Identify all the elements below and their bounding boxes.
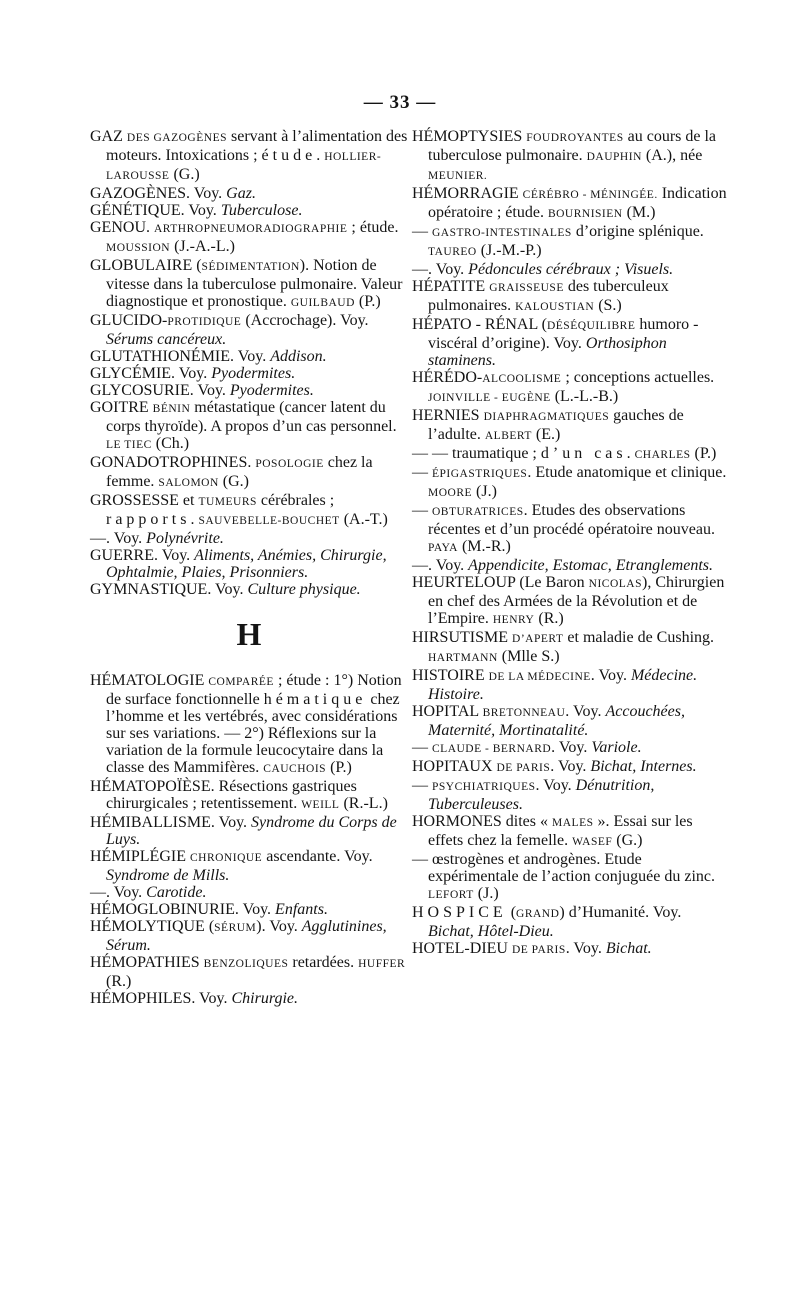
entry-segment: Tuberculose. [220,202,303,219]
entry-segment: WASEF [572,836,613,848]
entry-segment: GRAISSEUSE [489,282,564,294]
index-entry [412,574,730,629]
entry-segment: DE LA MÉDECINE [488,671,591,683]
entry-segment: (Mlle S.) [497,648,560,665]
index-entry [90,901,408,918]
entry-segment: CLAUDE - BERNARD [432,743,552,755]
index-entry [90,348,408,365]
entry-segment: HARTMANN [428,652,498,664]
index-entry [412,445,730,464]
entry-segment: (G.) [612,832,643,849]
entry-segment: Polynévrite. [146,530,224,547]
index-entry [412,557,730,574]
entry-segment: PAYA [428,542,458,554]
entry-segment: Variole. [591,739,642,756]
entry-segment: (S.) [594,297,622,314]
entry-segment: ; étude : 1°) Notion de surface fonctionnelle [106,672,402,708]
entry-segment: GONADOTROPHINES. [90,454,256,471]
entry-segment: Bichat. [605,940,652,957]
entry-segment: BÉNIN [152,403,191,415]
entry-segment: D’APERT [512,633,564,645]
entry-segment: CAUCHOIS [263,763,327,775]
entry-segment: Bichat, Hôtel-Dieu. [428,923,554,940]
entry-segment: . Voy. [550,758,591,775]
entry-segment: BOURNISIEN [547,208,623,220]
index-entry [90,848,408,884]
index-entry [90,128,408,185]
index-entry [90,492,408,530]
index-entry [412,940,730,959]
entry-segment: (P.) [354,293,381,310]
entry-segment: — [412,777,432,794]
entry-segment: humoro - viscéral d’origine). Voy. [428,316,699,352]
entry-segment: BENZOLIQUES [203,958,289,970]
entry-segment: GLOBULAIRE ( [90,257,202,274]
entry-segment: ). Voy. [256,918,302,935]
entry-segment: (Ch.) [151,435,190,452]
entry-segment: (R.) [106,973,132,990]
entry-segment: HÉMIBALLISME. Voy. [90,814,252,831]
entry-segment: Agglutinines, Sérum. [106,918,387,954]
entry-segment: (R.-L.) [339,795,388,812]
entry-segment: (G.) [169,166,200,183]
entry-segment: gauches de l’adulte. [428,407,684,443]
index-entry [412,703,730,739]
entry-segment: CHARLES [634,449,691,461]
entry-segment: — [412,464,432,481]
entries-h [90,672,408,1007]
entry-segment: ALBERT [484,430,532,442]
entry-segment: OBTURATRICES [432,506,524,518]
index-entry [412,667,730,703]
entry-segment: . Voy. [535,777,576,794]
entry-segment: rapports [106,511,191,528]
entry-segment: . [190,511,199,528]
entry-segment: SALOMON [158,477,219,489]
entry-segment: . [316,147,325,164]
entry-segment: (E.) [531,426,561,443]
entry-segment: ; conceptions actuelles. [561,369,715,386]
entry-segment: au cours de la tuberculose pulmonaire. [428,128,717,164]
entry-segment: et maladie de Cushing. [563,629,715,646]
index-entry [90,382,408,399]
entry-segment: — [412,223,432,240]
entry-segment: servant à l’alimentation des moteurs. Intoxications ; [106,128,408,164]
entry-segment: ( [506,904,517,921]
entry-segment: retardées. [288,954,359,971]
entry-segment: Syndrome de Mills. [106,867,230,884]
entry-segment: (J.-M.-P.) [476,242,542,259]
right-column [412,128,730,959]
entry-segment: —. Voy. [412,557,469,574]
entry-segment: Orthosiphon staminens. [428,335,667,369]
entry-segment: GLYCOSURIE. Voy. [90,382,230,399]
index-entry [90,672,408,778]
entry-segment: GLUTATHIONÉMIE. Voy. [90,348,271,365]
index-entry [90,202,408,219]
index-entry [412,316,730,369]
entry-segment: HÉMOLYTIQUE ( [90,918,215,935]
entry-segment: métastatique (cancer latent du corps thyroïde). A propos d’un cas personnel. [106,399,397,435]
index-entry [90,884,408,901]
entry-segment: (L.-L.-B.) [550,388,619,405]
entry-segment: KALOUSTIAN [515,301,595,313]
index-entry [90,219,408,257]
entry-segment: . Voy. [551,739,592,756]
entry-segment: Bichat, Internes. [590,758,697,775]
entry-segment: Enfants. [275,901,328,918]
entry-segment: ). Notion de vitesse dans la tuberculose pulmonaire. Valeur diagnostique et pronostique. [106,257,403,310]
index-entry [412,223,730,261]
entry-segment: ÉPIGASTRIQUES [432,468,528,480]
entry-segment: . Voy. [565,703,606,720]
entry-segment: Culture physique. [247,581,361,598]
index-entry [412,629,730,667]
entry-segment: HÉPATITE [412,278,490,295]
entry-segment: . Voy. [590,667,631,684]
entry-segment: HOSPICE [412,904,507,921]
index-entry [90,954,408,990]
index-entry [90,454,408,492]
index-entry [412,739,730,758]
index-entry [90,312,408,348]
entry-segment: GAZ [90,128,127,145]
entry-segment: Aliments, Anémies, Chirurgie, Ophtalmie, Plaies, Prisonniers. [106,547,387,581]
entry-segment: (A.-T.) [339,511,388,528]
entry-segment: MEUNIER. [428,170,488,182]
entry-segment: Addison. [270,348,327,365]
entry-segment: ». Essai sur les effets chez la femelle. [428,813,693,849]
entry-segment: CÉRÉBRO - MÉNINGÉE. [522,189,658,201]
entry-segment: Pyodermites. [229,382,314,399]
entry-segment: Dénutrition, Tuberculeuses. [428,777,655,813]
entry-segment: Médecine. Histoire. [428,667,698,703]
entry-segment: ), Chirurgien en chef des Armées de la Révolution et de l’Empire. [428,574,725,627]
entry-segment: des tuberculeux pulmonaires. [428,278,669,314]
entry-segment: Carotide. [146,884,207,901]
entry-segment: GASTRO-INTESTINALES [432,227,572,239]
entry-segment: GUERRE. Voy. [90,547,195,564]
entry-segment: HÉRÉDO- [412,369,483,386]
entry-segment: DÉSÉQUILIBRE [546,320,636,332]
entry-segment: ascendante. Voy. [262,848,373,865]
index-entry [90,365,408,382]
entry-segment: ) d’Humanité. Voy. [559,904,682,921]
entry-segment: Indication opératoire ; étude. [428,185,727,221]
entry-segment: HOPITAL [412,703,483,720]
entry-segment: DAUPHIN [586,151,642,163]
index-entry [412,464,730,502]
entry-segment: HUFFER [358,958,406,970]
left-column [90,128,408,1007]
entry-segment: —. Voy. [412,261,469,278]
index-entry [412,758,730,777]
entry-segment: (J.-A.-L.) [170,238,235,255]
entry-segment: TAUREO [428,246,477,258]
entry-segment: POSOLOGIE [255,458,324,470]
entry-segment: COMPARÉE [208,676,274,688]
entry-segment: DE PARIS [511,944,566,956]
entry-segment: HÉMIPLÉGIE [90,848,190,865]
entry-segment: (P.) [690,445,717,462]
entry-segment: SÉDIMENTATION [201,261,300,273]
entry-segment: MALES [552,817,594,829]
entry-segment: SÉRUM [214,922,257,934]
entry-segment: TUMEURS [198,496,257,508]
entry-segment: Appendicite, Estomac, Etranglements. [468,557,714,574]
entry-segment: HISTOIRE [412,667,489,684]
entry-segment: HÉMORRAGIE [412,185,523,202]
entry-segment: ALCOOLISME [482,373,562,385]
index-entry [412,369,730,407]
index-entry [90,990,408,1007]
page-number: — 33 — [363,92,437,113]
entry-segment: HÉMATOPOÏÈSE. Résections gastriques chirurgicales ; retentissement. [90,778,357,812]
index-entry [90,581,408,598]
index-entry [412,407,730,445]
entry-segment: HÉMOGLOBINURIE. Voy. [90,901,276,918]
entry-segment: Chirurgie. [231,990,299,1007]
entry-segment: NICOLAS [588,578,642,590]
index-entry [412,502,730,557]
entry-segment: d’un cas [540,445,627,462]
entry-segment: HÉPATO - RÉNAL ( [412,316,547,333]
entry-segment: DES GAZOGÈNES [126,132,227,144]
entry-segment: — — traumatique ; [412,445,541,462]
entry-segment: GLUCIDO- [90,312,168,329]
entry-segment: SAUVEBELLE-BOUCHET [198,515,340,527]
index-entry [412,278,730,316]
entry-segment: (P.) [326,759,352,776]
entry-segment: (R.) [534,610,564,627]
entry-segment: LE TIEC [106,439,152,451]
index-entry [90,399,408,454]
index-entry [90,257,408,312]
entry-segment: chez l’homme et les vertébrés, avec considérations sur ses variations. — 2°) Réflexions sur la variation de la formule leucocytaire dans la classe des Mammifères. [106,691,400,776]
entry-segment: HÉMATOLOGIE [90,672,209,689]
entry-segment: . Etudes des observations récentes et d’un procédé opératoire nouveau. [428,502,715,538]
entry-segment: HÉMOPATHIES [90,954,204,971]
entry-segment: MOUSSION [106,242,171,254]
entry-segment: HERNIES [412,407,484,424]
index-entry [412,813,730,851]
entry-segment: HÉMOPTYSIES [412,128,527,145]
index-entry [412,777,730,813]
entry-segment: DIAPHRAGMATIQUES [483,411,610,423]
entry-segment: — [412,502,432,519]
entry-segment: (Accrochage). Voy. [241,312,369,329]
index-entry [90,918,408,954]
entry-segment: HENRY [492,614,535,626]
entry-segment: PSYCHIATRIQUES [432,781,536,793]
index-entry [412,904,730,940]
entry-segment: hématique [263,691,367,708]
index-entry [412,128,730,185]
entry-segment: ; étude. [347,219,399,236]
entry-segment: GÉNÉTIQUE. Voy. [90,202,221,219]
index-entry [90,185,408,202]
entry-segment: HOPITAUX [412,758,497,775]
entry-segment: WEILL [301,799,340,811]
index-entry [90,530,408,547]
index-entry [412,851,730,904]
entry-segment: — [412,739,432,756]
entry-segment: . [626,445,635,462]
entry-segment: FOUDROYANTES [526,132,624,144]
entry-segment: Sérums cancéreux. [106,331,227,348]
entry-segment: LEFORT [428,889,474,901]
entry-segment: GROSSESSE et [90,492,199,509]
section-letter-h: H [236,616,262,652]
entry-segment: GYMNASTIQUE. Voy. [90,581,248,598]
entry-segment: GRAND [516,908,560,920]
entry-segment: — œstrogènes et androgènes. Etude expérimentale de l’action conjuguée du zinc. [412,851,715,885]
index-entry [412,185,730,223]
entry-segment: BRETONNEAU [482,707,566,719]
entry-segment: —. Voy. [90,884,147,901]
entries-h-continued [412,128,730,959]
index-entry [90,547,408,581]
entry-segment: GLYCÉMIE. Voy. [90,365,212,382]
entry-segment: . Voy. [565,940,606,957]
entry-segment: GENOU. [90,219,154,236]
entry-segment: (M.-R.) [457,538,511,555]
entry-segment: GAZOGÈNES. Voy. [90,185,227,202]
index-entry [90,778,408,814]
entry-segment: d’origine splénique. [571,223,704,240]
entry-segment: Syndrome du Corps de Luys. [106,814,397,848]
entry-segment: HÉMOPHILES. Voy. [90,990,232,1007]
entry-segment: (J.) [472,483,497,500]
entry-segment: CHRONIQUE [189,852,263,864]
entry-segment: DE PARIS [496,762,551,774]
entry-segment: —. Voy. [90,530,147,547]
entry-segment: étude [261,147,317,164]
entry-segment: Pédoncules cérébraux ; Visuels. [468,261,674,278]
entry-segment: Pyodermites. [211,365,296,382]
entry-segment: chez la femme. [106,454,373,490]
entry-segment: PROTIDIQUE [167,316,242,328]
entry-segment: Gaz. [226,185,256,202]
index-entry [412,261,730,278]
entry-segment: ARTHROPNEUMORADIOGRAPHIE [154,223,348,235]
entry-segment: (J.) [473,885,499,902]
entry-segment: HORMONES dites « [412,813,553,830]
entry-segment: JOINVILLE - EUGÈNE [428,392,551,404]
entry-segment: HEURTELOUP (Le Baron [412,574,589,591]
entry-segment: HOLLIER-LAROUSSE [106,151,382,182]
index-entry [90,814,408,848]
entry-segment: GUILBAUD [290,297,355,309]
entry-segment: HOTEL-DIEU [412,940,512,957]
entry-segment: (G.) [218,473,250,490]
entry-segment: HIRSUTISME [412,629,513,646]
entry-segment: GOITRE [90,399,153,416]
entry-segment: (M.) [622,204,656,221]
entry-segment: cérébrales ; [256,492,335,509]
entry-segment: (A.), née [641,147,703,164]
entries-g [90,128,408,598]
entry-segment: . Etude anatomique et clinique. [527,464,727,481]
entry-segment: MOORE [428,487,473,499]
entry-segment: Accouchées, Maternité, Mortinatalité. [428,703,685,739]
